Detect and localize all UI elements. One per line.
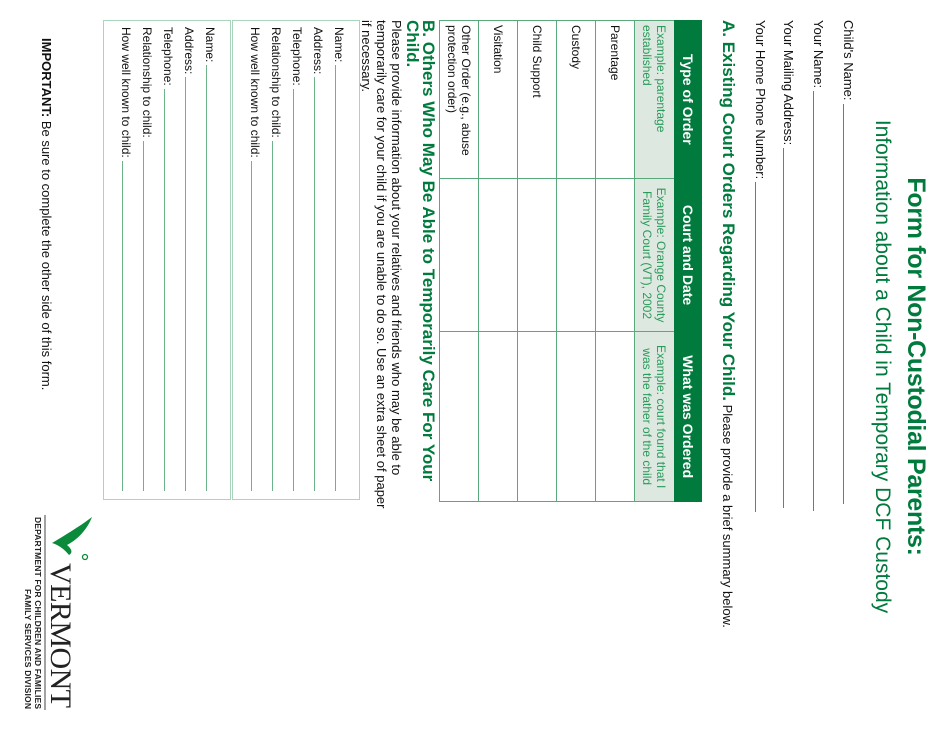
order-type: Custody xyxy=(557,21,596,179)
what-ordered-cell[interactable] xyxy=(518,332,557,502)
contact-how-well-known-field[interactable] xyxy=(119,27,140,499)
contact-telephone-field[interactable] xyxy=(161,27,182,499)
court-date-cell[interactable] xyxy=(518,178,557,332)
table-row xyxy=(479,21,518,502)
example-cell: Example: Orange County Family Court (VT), 2002 xyxy=(635,178,675,332)
field-line[interactable] xyxy=(272,141,273,491)
logo-wordmark: VERMONT xyxy=(44,563,77,708)
field-label: Name: xyxy=(203,27,217,63)
mountain-swoosh-icon xyxy=(52,517,92,555)
svg-text:DEPARTMENT FOR CHILDREN AND FA: DEPARTMENT FOR CHILDREN AND FAMILIES xyxy=(33,517,43,709)
contact-name-field[interactable] xyxy=(332,27,353,499)
your-name-field[interactable] xyxy=(811,20,826,511)
what-ordered-cell[interactable] xyxy=(557,332,596,502)
field-line[interactable] xyxy=(143,141,144,491)
column-header: What was Ordered xyxy=(675,332,702,502)
table-row xyxy=(440,21,479,502)
vermont-dcf-logo xyxy=(22,515,97,710)
form-subtitle: Information about a Child in Temporary DCF Custody xyxy=(871,119,894,614)
contact-address-field[interactable] xyxy=(311,27,332,499)
table-row xyxy=(596,21,635,502)
contact-relationship-field[interactable] xyxy=(269,27,290,499)
field-label: Your Mailing Address: xyxy=(781,20,796,146)
court-orders-table xyxy=(439,20,702,502)
field-line[interactable] xyxy=(314,77,315,491)
column-header: Type of Order xyxy=(675,21,702,179)
court-date-cell[interactable] xyxy=(440,178,479,332)
field-label: Telephone: xyxy=(161,27,175,86)
order-type: Parentage xyxy=(596,21,635,179)
contact-telephone-field[interactable] xyxy=(290,27,311,499)
field-line[interactable] xyxy=(813,91,815,511)
important-label: IMPORTANT: xyxy=(39,38,54,118)
field-line[interactable] xyxy=(293,89,294,491)
field-line[interactable] xyxy=(335,65,336,491)
section-a-title: A. Existing Court Orders Regarding Your Child. xyxy=(719,20,738,401)
column-header: Court and Date xyxy=(675,178,702,332)
mailing-address-field[interactable] xyxy=(781,20,796,508)
table-row xyxy=(557,21,596,502)
section-a-heading xyxy=(718,20,738,628)
court-date-cell[interactable] xyxy=(596,178,635,332)
field-label: How well known to child: xyxy=(248,27,262,158)
field-line[interactable] xyxy=(783,148,785,508)
contact-how-well-known-field[interactable] xyxy=(248,27,269,499)
table-row xyxy=(518,21,557,502)
field-label: Relationship to child: xyxy=(140,27,154,138)
what-ordered-cell[interactable] xyxy=(440,332,479,502)
field-line[interactable] xyxy=(185,77,186,491)
field-label: Telephone: xyxy=(290,27,304,86)
field-line[interactable] xyxy=(251,161,252,491)
field-line[interactable] xyxy=(122,161,123,491)
what-ordered-cell[interactable] xyxy=(479,332,518,502)
order-type: Visitation xyxy=(479,21,518,179)
form-title: Form for Non-Custodial Parents: xyxy=(902,177,930,556)
field-line[interactable] xyxy=(755,182,757,512)
important-text: Be sure to complete the other side of this form. xyxy=(39,117,54,391)
contact-relationship-field[interactable] xyxy=(140,27,161,499)
example-row xyxy=(635,21,675,502)
what-ordered-cell[interactable] xyxy=(596,332,635,502)
court-date-cell[interactable] xyxy=(479,178,518,332)
order-type: Child Support xyxy=(518,21,557,179)
field-line[interactable] xyxy=(164,89,165,491)
section-a-instruction: Please provide a brief summary below. xyxy=(720,400,735,628)
field-line[interactable] xyxy=(206,65,207,491)
section-b-title: B. Others Who May Be Able to Temporarily Care For Your Child. xyxy=(403,20,438,482)
field-label: Child's Name: xyxy=(841,20,856,101)
svg-text:FAMILY SERVICES DIVISION: FAMILY SERVICES DIVISION xyxy=(23,589,33,709)
field-label: Address: xyxy=(182,27,196,75)
contact-name-field[interactable] xyxy=(203,27,224,499)
home-phone-field[interactable] xyxy=(753,20,768,512)
contact-address-field[interactable] xyxy=(182,27,203,499)
childs-name-field[interactable] xyxy=(841,20,856,504)
section-b-heading xyxy=(359,20,436,510)
field-label: How well known to child: xyxy=(119,27,133,158)
section-b-instruction: Please provide information about your relatives and friends who may be able to temporarily care for your child if you are unable to do so. Use an extra sheet of paper if necessary. xyxy=(359,20,404,509)
court-date-cell[interactable] xyxy=(557,178,596,332)
field-label: Address: xyxy=(311,27,325,75)
field-line[interactable] xyxy=(843,104,845,504)
important-note xyxy=(39,38,54,390)
field-label: Relationship to child: xyxy=(269,27,283,138)
contact-box-1 xyxy=(232,20,360,500)
field-label: Name: xyxy=(332,27,346,63)
order-type: Other Order (e.g., abuse protection order) xyxy=(440,21,479,179)
example-cell: Example: court found that I was the father of the child xyxy=(635,332,675,502)
field-label: Your Home Phone Number: xyxy=(753,20,768,180)
example-cell: Example: parentage established xyxy=(635,21,675,179)
contact-box-2 xyxy=(103,20,231,500)
field-label: Your Name: xyxy=(811,20,826,89)
